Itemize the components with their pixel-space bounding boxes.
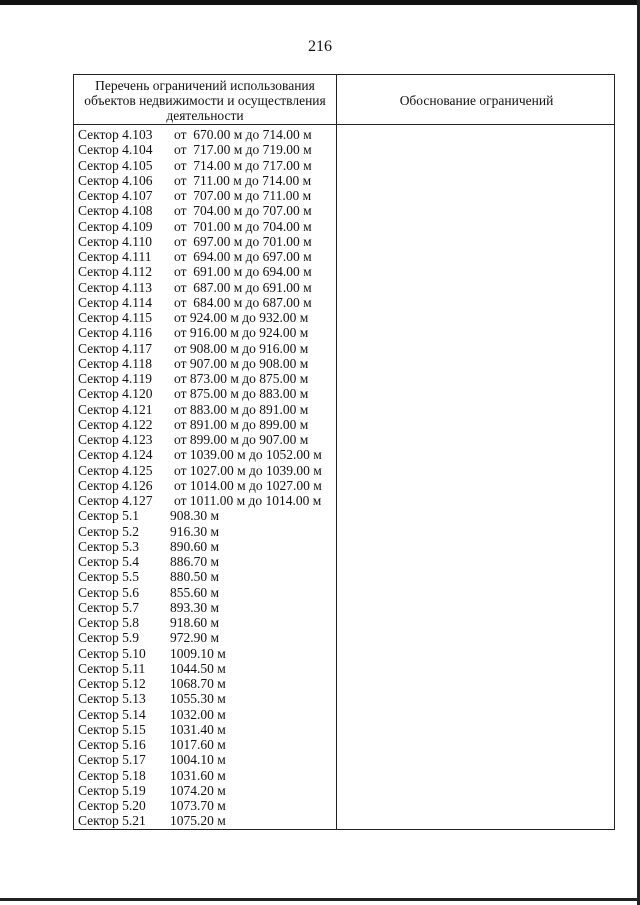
sector-value: 1075.20 м [170, 813, 226, 829]
table-row [78, 386, 334, 401]
table-row [78, 295, 334, 310]
sector-value: от 717.00 м до 719.00 м [174, 142, 312, 158]
sector-name: Сектор 4.116 [78, 325, 153, 341]
table-row [78, 325, 334, 340]
table-row [78, 600, 334, 615]
sector-value: от 694.00 м до 697.00 м [174, 249, 312, 264]
sector-value: от 907.00 м до 908.00 м [174, 355, 309, 371]
sector-name: Сектор 4.126 [78, 477, 153, 493]
table-row [78, 310, 334, 325]
table-row [78, 630, 334, 645]
sector-name: Сектор 4.125 [78, 462, 153, 478]
sector-value: от 924.00 м до 932.00 м [174, 310, 309, 325]
table-row [78, 432, 334, 447]
sector-name: Сектор 4.110 [78, 233, 153, 249]
sector-value: от 697.00 м до 701.00 м [174, 233, 312, 249]
sector-value: от 684.00 м до 687.00 м [174, 294, 312, 310]
table-row [78, 203, 334, 218]
sector-value: 1032.00 м [170, 706, 226, 722]
sector-name: Сектор 4.111 [78, 249, 152, 264]
sector-value: от 687.00 м до 691.00 м [174, 279, 312, 295]
table-row [78, 280, 334, 295]
column-divider [336, 75, 337, 829]
sector-value: 1004.10 м [170, 752, 226, 768]
sector-value: от 1039.00 м до 1052.00 м [174, 447, 322, 463]
sector-value: от 1014.00 м до 1027.00 м [174, 477, 322, 493]
table-row [78, 615, 334, 630]
table-row [78, 493, 334, 508]
sector-value: 1009.10 м [170, 645, 226, 661]
sector-name: Сектор 4.120 [78, 386, 153, 402]
table-row [78, 371, 334, 386]
sector-name: Сектор 4.119 [78, 371, 153, 386]
sector-value: от 704.00 м до 707.00 м [174, 203, 312, 219]
table-row [78, 554, 334, 569]
sector-value: 1031.60 м [170, 767, 226, 783]
sector-name: Сектор 4.118 [78, 355, 153, 371]
sector-value: 880.50 м [170, 569, 220, 585]
header-line: объектов недвижимости и осуществления [84, 93, 326, 108]
sector-name: Сектор 4.123 [78, 432, 153, 447]
sector-name: Сектор 5.17 [78, 752, 146, 768]
sector-name: Сектор 4.112 [78, 264, 153, 280]
sector-name: Сектор 4.103 [78, 127, 153, 142]
sector-name: Сектор 5.20 [78, 798, 146, 813]
table-row [78, 173, 334, 188]
scan-edge-top [0, 0, 640, 5]
sector-name: Сектор 4.122 [78, 416, 153, 432]
table-row [78, 264, 334, 279]
table-row [78, 234, 334, 249]
table-row [78, 402, 334, 417]
sector-value: от 1027.00 м до 1039.00 м [174, 462, 322, 478]
sector-value: 1017.60 м [170, 737, 226, 752]
sector-value: 893.30 м [170, 599, 220, 615]
table-row [78, 341, 334, 356]
sector-name: Сектор 5.4 [78, 554, 140, 569]
sector-value: от 891.00 м до 899.00 м [174, 416, 309, 432]
sector-value: 1068.70 м [170, 676, 226, 691]
sector-name: Сектор 4.127 [78, 493, 153, 508]
table-row [78, 142, 334, 157]
sector-name: Сектор 5.2 [78, 523, 140, 539]
table-row [78, 813, 334, 828]
sector-name: Сектор 5.16 [78, 737, 146, 752]
table-row [78, 737, 334, 752]
sector-value: от 875.00 м до 883.00 м [174, 386, 309, 402]
table-row [78, 569, 334, 584]
sector-name: Сектор 4.106 [78, 172, 153, 188]
table-header [74, 75, 614, 125]
sector-value: 1074.20 м [170, 782, 226, 798]
table-row [78, 691, 334, 706]
header-line: деятельности [166, 108, 244, 123]
sector-value: 1055.30 м [170, 691, 226, 707]
table-row [78, 661, 334, 676]
sector-name: Сектор 4.107 [78, 188, 153, 203]
table-row [78, 768, 334, 783]
sector-name: Сектор 5.21 [78, 813, 146, 829]
table-row [78, 219, 334, 234]
table-row [78, 783, 334, 798]
sector-value: 1031.40 м [170, 721, 226, 737]
sector-value: 1073.70 м [170, 798, 226, 813]
table-row [78, 676, 334, 691]
sector-value: 908.30 м [170, 508, 220, 524]
table-row [78, 463, 334, 478]
sector-name: Сектор 4.113 [78, 279, 153, 295]
sector-name: Сектор 5.3 [78, 538, 140, 554]
sector-name: Сектор 5.6 [78, 584, 140, 600]
sector-name: Сектор 5.1 [78, 508, 140, 524]
table-row [78, 585, 334, 600]
sector-name: Сектор 4.105 [78, 157, 153, 173]
sector-value: от 1011.00 м до 1014.00 м [174, 493, 322, 508]
sector-value: от 908.00 м до 916.00 м [174, 340, 309, 356]
sector-name: Сектор 5.12 [78, 676, 146, 691]
header-justification: Обоснование ограничений [399, 93, 554, 108]
sector-name: Сектор 5.13 [78, 691, 146, 707]
table-row [78, 478, 334, 493]
sector-value: от 873.00 м до 875.00 м [174, 371, 309, 386]
sector-name: Сектор 5.19 [78, 782, 146, 798]
scan-edge-bottom [0, 898, 640, 901]
sector-name: Сектор 4.114 [78, 294, 153, 310]
sector-name: Сектор 4.109 [78, 218, 153, 234]
sector-value: от 707.00 м до 711.00 м [174, 188, 312, 203]
sector-value: от 691.00 м до 694.00 м [174, 264, 312, 280]
sector-name: Сектор 5.10 [78, 645, 146, 661]
sector-value: 890.60 м [170, 538, 220, 554]
sector-value: 886.70 м [170, 554, 220, 569]
sector-value: от 899.00 м до 907.00 м [174, 432, 309, 447]
sector-value: от 714.00 м до 717.00 м [174, 157, 312, 173]
table-body [78, 127, 334, 829]
table-row [78, 722, 334, 737]
table-row [78, 707, 334, 722]
sector-name: Сектор 5.18 [78, 767, 146, 783]
header-restrictions-list [74, 78, 336, 123]
table-row [78, 356, 334, 371]
sector-name: Сектор 5.5 [78, 569, 140, 585]
sector-name: Сектор 5.14 [78, 706, 146, 722]
sector-value: от 916.00 м до 924.00 м [174, 325, 309, 341]
sector-value: от 701.00 м до 704.00 м [174, 218, 312, 234]
table-row [78, 752, 334, 767]
sector-name: Сектор 4.117 [78, 340, 153, 356]
table-row [78, 249, 334, 264]
table-row [78, 188, 334, 203]
table-row [78, 539, 334, 554]
table-row [78, 524, 334, 539]
sector-name: Сектор 5.8 [78, 615, 140, 630]
sector-name: Сектор 4.104 [78, 142, 153, 158]
sector-value: 916.30 м [170, 523, 220, 539]
table-row [78, 646, 334, 661]
sector-value: 918.60 м [170, 615, 220, 630]
sector-name: Сектор 4.108 [78, 203, 153, 219]
sector-name: Сектор 5.11 [78, 660, 146, 676]
table-row [78, 447, 334, 462]
header-line: Перечень ограничений использования [95, 78, 315, 93]
table-row [78, 798, 334, 813]
sector-name: Сектор 4.115 [78, 310, 153, 325]
sector-value: 1044.50 м [170, 660, 226, 676]
restrictions-table [73, 74, 615, 830]
table-row [78, 127, 334, 142]
sector-value: от 670.00 м до 714.00 м [174, 127, 312, 142]
sector-value: от 883.00 м до 891.00 м [174, 401, 309, 417]
sector-name: Сектор 4.124 [78, 447, 153, 463]
sector-name: Сектор 5.15 [78, 721, 146, 737]
sector-value: 972.90 м [170, 630, 220, 646]
table-row [78, 417, 334, 432]
table-row [78, 158, 334, 173]
sector-name: Сектор 5.7 [78, 599, 140, 615]
page-number: 216 [308, 38, 332, 55]
sector-value: от 711.00 м до 714.00 м [174, 172, 312, 188]
sector-value: 855.60 м [170, 584, 220, 600]
table-row [78, 508, 334, 523]
sector-name: Сектор 4.121 [78, 401, 153, 417]
sector-name: Сектор 5.9 [78, 630, 140, 646]
